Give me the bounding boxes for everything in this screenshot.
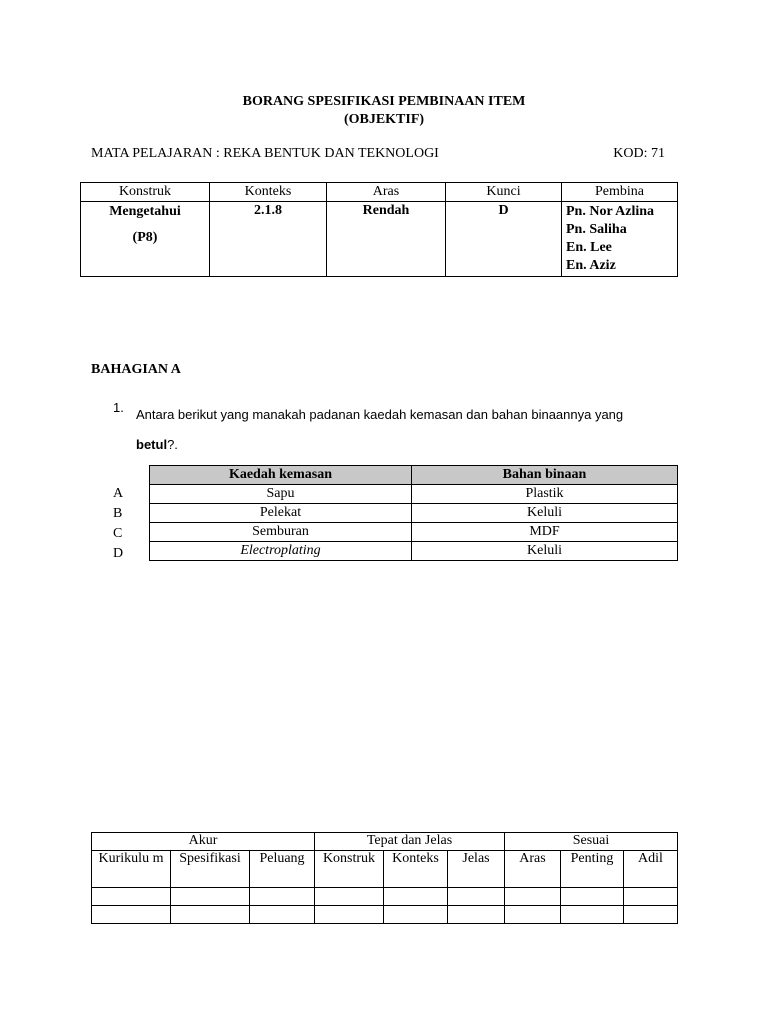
cell-kunci: D [446, 202, 562, 277]
header-konteks: Konteks [210, 183, 327, 202]
review-cell[interactable] [92, 906, 171, 924]
group-tepat-dan-jelas: Tepat dan Jelas [315, 833, 505, 851]
review-cell[interactable] [171, 906, 250, 924]
option-row-b [150, 504, 678, 523]
option-letter-c: C [113, 526, 123, 541]
section-heading: BAHAGIAN A [91, 362, 181, 377]
pembina-name: En. Lee [566, 240, 612, 255]
subject-line [91, 146, 665, 162]
spec-table-row [81, 202, 678, 277]
review-cell[interactable] [315, 888, 384, 906]
col-jelas: Jelas [448, 851, 505, 888]
review-empty-row [92, 906, 678, 924]
review-empty-row [92, 888, 678, 906]
header-pembina: Pembina [562, 183, 678, 202]
option-kaedah: Semburan [150, 523, 412, 542]
col-aras: Aras [505, 851, 561, 888]
pembina-name: En. Aziz [566, 258, 616, 273]
group-sesuai: Sesuai [505, 833, 678, 851]
review-cell[interactable] [250, 888, 315, 906]
review-cell[interactable] [384, 888, 448, 906]
konstruk-code: (P8) [132, 230, 158, 245]
option-letter-b: B [113, 506, 123, 521]
review-group-row [92, 833, 678, 851]
cell-aras: Rendah [327, 202, 446, 277]
review-cell[interactable] [505, 906, 561, 924]
cell-pembina [562, 202, 678, 277]
option-kaedah: Sapu [150, 485, 412, 504]
review-cell[interactable] [171, 888, 250, 906]
col-penting: Penting [561, 851, 624, 888]
review-cell[interactable] [448, 888, 505, 906]
option-row-d [150, 542, 678, 561]
review-cell[interactable] [92, 888, 171, 906]
pembina-name: Pn. Nor Azlina [566, 204, 655, 219]
col-kurikulum: Kurikulu m [92, 851, 171, 888]
options-table-header [150, 466, 678, 485]
pembina-name: Pn. Saliha [566, 222, 627, 237]
form-title: BORANG SPESIFIKASI PEMBINAAN ITEM [242, 94, 526, 109]
review-cell[interactable] [624, 906, 678, 924]
col-spesifikasi: Spesifikasi [171, 851, 250, 888]
col-konstruk: Konstruk [315, 851, 384, 888]
header-aras: Aras [327, 183, 446, 202]
option-bahan: Keluli [412, 542, 678, 561]
review-cell[interactable] [561, 888, 624, 906]
review-cell[interactable] [250, 906, 315, 924]
option-row-c [150, 523, 678, 542]
review-column-row [92, 851, 678, 888]
col-konteks: Konteks [384, 851, 448, 888]
group-akur: Akur [92, 833, 315, 851]
header-kunci: Kunci [446, 183, 562, 202]
konstruk-value: Mengetahui [109, 204, 181, 219]
option-kaedah: Electroplating [150, 542, 412, 561]
cell-konteks: 2.1.8 [210, 202, 327, 277]
options-table [149, 465, 678, 561]
option-letter-a: A [113, 486, 124, 501]
header-konstruk: Konstruk [81, 183, 210, 202]
question-number: 1. [113, 400, 124, 415]
spec-table [80, 182, 678, 277]
option-bahan: Plastik [412, 485, 678, 504]
spec-table-header [81, 183, 678, 202]
header-kaedah: Kaedah kemasan [150, 466, 412, 485]
option-row-a [150, 485, 678, 504]
review-cell[interactable] [505, 888, 561, 906]
review-cell[interactable] [624, 888, 678, 906]
col-adil: Adil [624, 851, 678, 888]
question-text [136, 400, 676, 460]
question-body: Antara berikut yang manakah padanan kaedah kemasan dan bahan binaannya yang [136, 407, 624, 422]
review-cell[interactable] [561, 906, 624, 924]
review-table [91, 832, 678, 924]
question-emphasis: betul [136, 437, 168, 452]
kod-label: KOD: 71 [613, 146, 665, 161]
option-letter-d: D [113, 546, 124, 561]
option-bahan: Keluli [412, 504, 678, 523]
review-cell[interactable] [315, 906, 384, 924]
col-peluang: Peluang [250, 851, 315, 888]
option-bahan: MDF [412, 523, 678, 542]
subject-label: MATA PELAJARAN : REKA BENTUK DAN TEKNOLOGI [91, 146, 439, 161]
form-subtitle: (OBJEKTIF) [343, 112, 425, 127]
cell-konstruk [81, 202, 210, 277]
option-kaedah: Pelekat [150, 504, 412, 523]
review-cell[interactable] [448, 906, 505, 924]
question-suffix: ?. [167, 437, 178, 452]
header-bahan: Bahan binaan [412, 466, 678, 485]
review-cell[interactable] [384, 906, 448, 924]
